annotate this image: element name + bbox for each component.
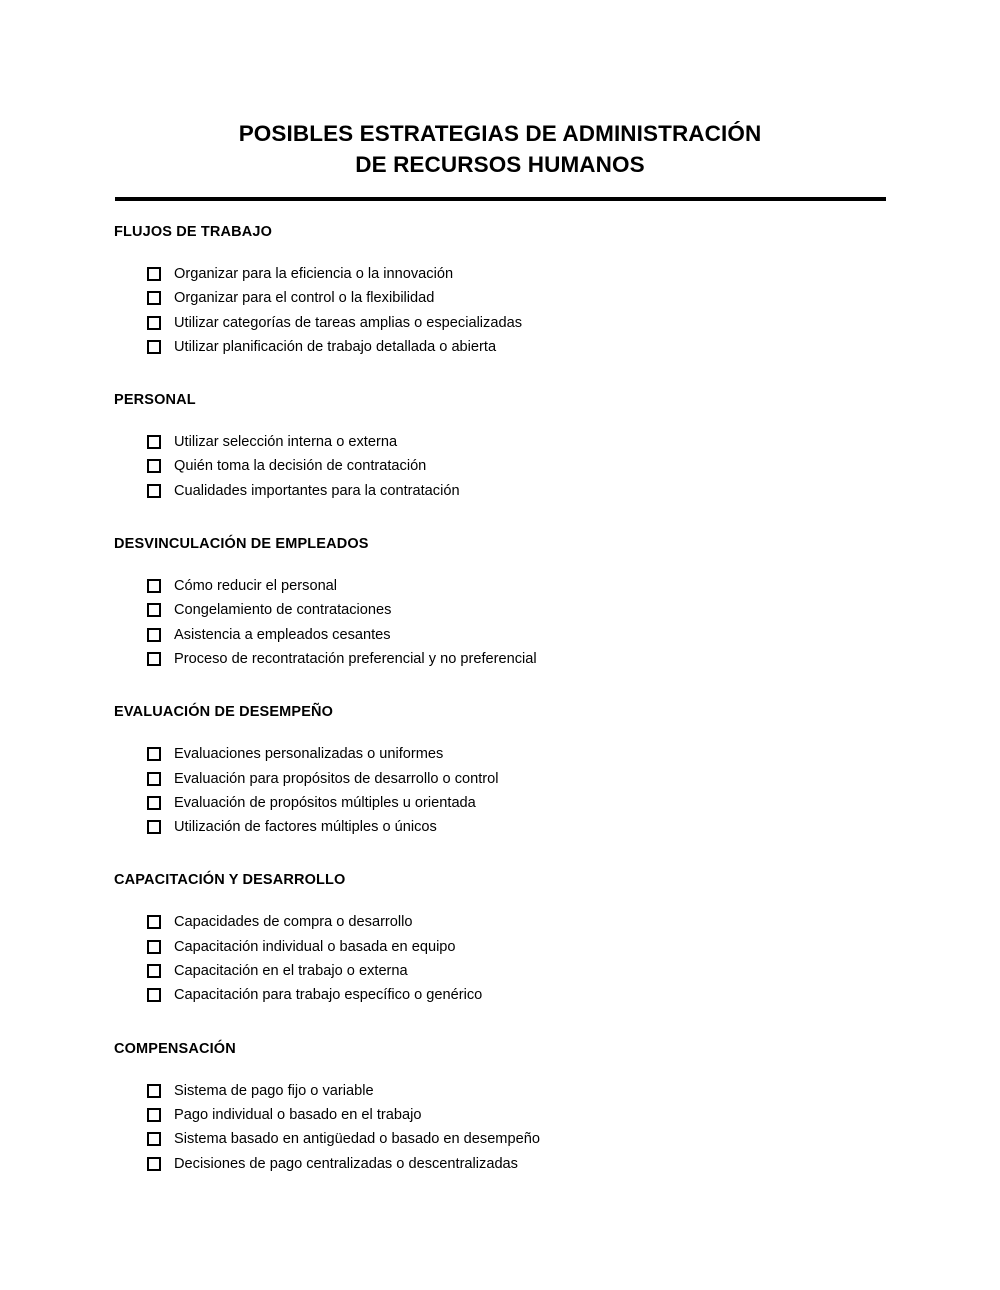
page-title-line-2: DE RECURSOS HUMANOS — [355, 152, 645, 177]
checklist-item-label: Utilización de factores múltiples o únicos — [174, 819, 437, 836]
checklist-item[interactable] — [147, 1079, 960, 1103]
page-title-line-1: POSIBLES ESTRATEGIAS DE ADMINISTRACIÓN — [238, 121, 762, 146]
checklist-item[interactable] — [147, 454, 960, 478]
checklist-item-label: Congelamiento de contrataciones — [174, 602, 392, 619]
checklist-item[interactable] — [147, 430, 960, 454]
checklist-item[interactable] — [147, 479, 960, 503]
checklist-item[interactable] — [147, 623, 960, 647]
checklist-item[interactable] — [147, 647, 960, 671]
checkbox-icon[interactable] — [147, 1157, 161, 1171]
checklist-item[interactable] — [147, 574, 960, 598]
checklist-item-label: Pago individual o basado en el trabajo — [174, 1106, 422, 1123]
checkbox-icon[interactable] — [147, 267, 161, 281]
checkbox-icon[interactable] — [147, 340, 161, 354]
checklist-item-label: Capacitación individual o basada en equipo — [174, 938, 456, 955]
checkbox-icon[interactable] — [147, 603, 161, 617]
checklist — [114, 409, 960, 503]
checklist-item[interactable] — [147, 815, 960, 839]
checklist — [114, 553, 960, 671]
checklist-item[interactable] — [147, 286, 960, 310]
checkbox-icon[interactable] — [147, 579, 161, 593]
checkbox-icon[interactable] — [147, 1132, 161, 1146]
checkbox-icon[interactable] — [147, 316, 161, 330]
document-section — [114, 223, 960, 359]
checkbox-icon[interactable] — [147, 628, 161, 642]
checklist-item-label: Asistencia a empleados cesantes — [174, 626, 391, 643]
checkbox-icon[interactable] — [147, 1108, 161, 1122]
checklist-item[interactable] — [147, 742, 960, 766]
checklist-item-label: Evaluación para propósitos de desarrollo o control — [174, 770, 499, 787]
checklist — [114, 889, 960, 1007]
checklist-item[interactable] — [147, 767, 960, 791]
checklist-item[interactable] — [147, 959, 960, 983]
section-heading: EVALUACIÓN DE DESEMPEÑO — [114, 704, 334, 721]
checklist-item-label: Evaluaciones personalizadas o uniformes — [174, 746, 444, 763]
checklist-item-label: Utilizar selección interna o externa — [174, 434, 398, 451]
checklist-item-label: Quién toma la decisión de contratación — [174, 458, 427, 475]
checkbox-icon[interactable] — [147, 988, 161, 1002]
checklist-item-label: Sistema de pago fijo o variable — [174, 1082, 374, 1099]
section-heading: COMPENSACIÓN — [114, 1040, 236, 1057]
checklist-item[interactable] — [147, 1152, 960, 1176]
checkbox-icon[interactable] — [147, 964, 161, 978]
checklist-item[interactable] — [147, 1103, 960, 1127]
checklist-item-label: Capacidades de compra o desarrollo — [174, 914, 413, 931]
section-heading: FLUJOS DE TRABAJO — [114, 224, 273, 240]
checklist-item-label: Proceso de recontratación preferencial y no preferencial — [174, 650, 537, 667]
checklist-item-label: Sistema basado en antigüedad o basado en desempeño — [174, 1131, 540, 1148]
checkbox-icon[interactable] — [147, 940, 161, 954]
checklist-item-label: Cualidades importantes para la contratación — [174, 482, 460, 499]
checklist-item[interactable] — [147, 983, 960, 1007]
checkbox-icon[interactable] — [147, 484, 161, 498]
checkbox-icon[interactable] — [147, 435, 161, 449]
section-heading: CAPACITACIÓN Y DESARROLLO — [114, 872, 346, 889]
checkbox-icon[interactable] — [147, 291, 161, 305]
page-title — [0, 0, 1000, 180]
sections-container — [0, 201, 1000, 1176]
checkbox-icon[interactable] — [147, 915, 161, 929]
checklist-item-label: Utilizar categorías de tareas amplias o especializadas — [174, 314, 522, 331]
document-section — [114, 391, 960, 503]
checklist-item[interactable] — [147, 910, 960, 934]
checkbox-icon[interactable] — [147, 820, 161, 834]
checklist — [114, 1058, 960, 1176]
document-section — [114, 703, 960, 839]
checklist — [114, 241, 960, 359]
checklist-item[interactable] — [147, 791, 960, 815]
checkbox-icon[interactable] — [147, 652, 161, 666]
checkbox-icon[interactable] — [147, 747, 161, 761]
checklist-item-label: Capacitación en el trabajo o externa — [174, 963, 408, 980]
checklist-item[interactable] — [147, 1127, 960, 1151]
checklist-item[interactable] — [147, 262, 960, 286]
checklist — [114, 721, 960, 839]
section-heading: PERSONAL — [114, 392, 196, 409]
checklist-item[interactable] — [147, 335, 960, 359]
checklist-item[interactable] — [147, 935, 960, 959]
checkbox-icon[interactable] — [147, 796, 161, 810]
checklist-item-label: Organizar para la eficiencia o la innovación — [174, 266, 454, 282]
checklist-item-label: Capacitación para trabajo específico o genérico — [174, 987, 483, 1004]
checkbox-icon[interactable] — [147, 459, 161, 473]
document-section — [114, 871, 960, 1007]
checklist-item-label: Utilizar planificación de trabajo detallada o abierta — [174, 338, 497, 355]
section-heading: DESVINCULACIÓN DE EMPLEADOS — [114, 536, 369, 553]
document-section — [114, 1040, 960, 1176]
checklist-item-label: Organizar para el control o la flexibilidad — [174, 290, 435, 307]
checklist-item-label: Decisiones de pago centralizadas o descentralizadas — [174, 1155, 518, 1172]
document-section — [114, 535, 960, 671]
checklist-item[interactable] — [147, 311, 960, 335]
checkbox-icon[interactable] — [147, 772, 161, 786]
checklist-item-label: Evaluación de propósitos múltiples u orientada — [174, 794, 476, 811]
checklist-item[interactable] — [147, 598, 960, 622]
checkbox-icon[interactable] — [147, 1084, 161, 1098]
checklist-item-label: Cómo reducir el personal — [174, 578, 338, 595]
